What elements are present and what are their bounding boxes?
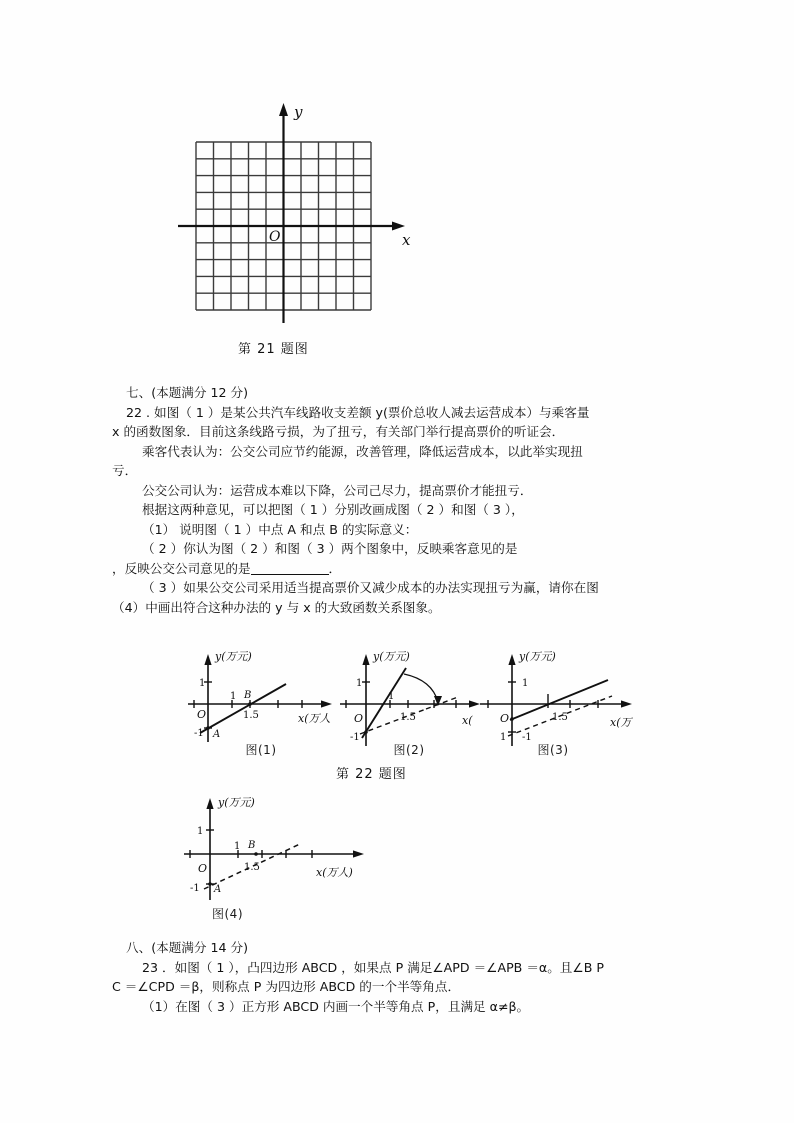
q22-part1: （1） 说明图（ 1 ）中点 A 和点 B 的实际意义： (142, 521, 418, 537)
graph-3 (478, 646, 632, 758)
g1-y-unit-label: y(万元) (215, 650, 252, 663)
graph-2 (334, 646, 484, 758)
g4-tick-one-y: 1 (197, 826, 204, 837)
q22-part3-b: （4）中画出符合这种办法的 y 与 x 的大致函数关系图象。 (112, 599, 441, 615)
g1-tick-one-y: 1 (199, 678, 206, 689)
q22-part2-b (112, 559, 716, 579)
g2-y-arrowhead (362, 654, 369, 665)
g2-x-unit-label: x( (462, 714, 473, 727)
q22-part2-period: ． (328, 560, 342, 576)
y-axis-label: y (294, 103, 303, 121)
g3-intercept-dot (510, 717, 514, 721)
q23-line-1: 23 ．如图（ 1 ），凸四边形 ABCD ，如果点 P 满足∠APD ＝∠APB ＝α。且∠B P (142, 959, 604, 975)
section-8-text (112, 938, 716, 1016)
g1-point-a-label: A (213, 729, 221, 740)
g3-origin-label: O (500, 712, 510, 725)
g1-point-a-dot (206, 726, 210, 730)
g1-tick-one-x: 1 (230, 691, 237, 702)
g3-tick-one-left: 1 (500, 732, 507, 743)
g4-point-b-label: B (248, 840, 256, 851)
x-axis-label: x (402, 231, 411, 249)
g2-rotated-line (362, 668, 406, 738)
g2-tick-one-y: 1 (356, 678, 363, 689)
g3-tick-x-onefive: 1.5 (552, 712, 568, 723)
graph-4[interactable] (182, 792, 382, 922)
figure-22-caption: 第 22 题图 (336, 767, 407, 782)
q22-part2-a (112, 539, 716, 559)
g4-point-a-dot (208, 882, 212, 886)
answer-blank-2[interactable] (251, 562, 329, 575)
g4-origin-label: O (198, 862, 208, 875)
g4-tick-one-x: 1 (234, 841, 241, 852)
g4-tick-x-onefive: 1.5 (244, 862, 260, 873)
g3-y-arrowhead (508, 654, 515, 665)
graph-1 (186, 646, 336, 758)
q22-line-1: 22 . 如图（ 1 ）是某公共汽车线路收支差额 y(票价总收人减去运营成本）与乘客量 (126, 404, 590, 420)
section-7-header: 七、(本题满分 12 分) (126, 385, 249, 400)
section-7-text (112, 383, 716, 617)
q22-part2-text-a: （ 2 ）你认为图（ 2 ）和图（ 3 ）两个图象中，反映乘客意见的是 (142, 541, 518, 556)
q22-line-3: 乘客代表认为：公交公司应节约能源，改善管理，降低运营成本，以此举实现扭 (142, 443, 583, 459)
g2-rotation-arc (404, 674, 438, 702)
g3-tick-one-y: 1 (522, 678, 529, 689)
g1-origin-label: O (197, 708, 207, 721)
g4-x-arrowhead (353, 850, 364, 857)
q22-line-2: x 的函数图象．目前这条线路亏损，为了扭亏，有关部门举行提高票价的听证会． (112, 424, 565, 439)
g1-tick-neg-one: -1 (194, 728, 204, 739)
y-axis-arrowhead (279, 103, 288, 116)
graph-3-label: 图(3) (537, 743, 569, 757)
g1-x-arrowhead (321, 700, 332, 707)
graph-1-label: 图(1) (245, 743, 277, 757)
g1-tick-x-onefive: 1.5 (243, 710, 259, 721)
g2-y-unit-label: y(万元) (373, 650, 410, 663)
g3-x-arrowhead (621, 700, 632, 707)
g1-point-b-dot (248, 702, 252, 706)
g2-tick-neg-one: -1 (350, 732, 360, 743)
g4-point-a-label: A (214, 884, 222, 895)
section-8-header: 八、(本题满分 14 分) (126, 940, 249, 955)
figure-21-coordinate-grid (150, 95, 430, 330)
g2-tick-x-onefive: 1.5 (400, 712, 416, 723)
graph-4-label: 图(4) (212, 907, 243, 921)
q23-part1: （1）在图（ 3 ）正方形 ABCD 内画一个半等角点 P，且满足 α≠β。 (142, 998, 530, 1014)
q23-line-2: C ＝∠CPD ＝β，则称点 P 为四边形 ABCD 的一个半等角点． (112, 979, 461, 994)
g1-point-b-label: B (244, 690, 252, 701)
figure-22-graph-row (186, 646, 646, 758)
g1-x-unit-label: x(万人 (298, 712, 331, 725)
g4-y-arrowhead (206, 798, 213, 809)
g2-origin-label: O (354, 712, 364, 725)
origin-label: O (269, 229, 281, 245)
figure-21-caption: 第 21 题图 (238, 342, 309, 357)
q22-part2-text-b: ，反映公交公司意见的是 (112, 560, 251, 576)
q22-part3-a: （ 3 ）如果公交公司采用适当提高票价又减少成本的办法实现扭亏为赢，请你在图 (142, 580, 599, 595)
q22-line-6: 根据这两种意见，可以把图（ 1 ）分别改画成图（ 2 ）和图（ 3 ）， (142, 502, 524, 517)
g4-tick-neg-one: -1 (190, 883, 200, 894)
g3-y-unit-label: y(万元) (519, 650, 556, 663)
g2-tick-one-x: 1 (388, 691, 395, 702)
g4-x-unit-label: x(万人) (316, 866, 353, 879)
q22-line-5: 公交公司认为：运营成本难以下降，公司己尽力，提高票价才能扭亏． (142, 482, 533, 498)
x-axis-arrowhead (392, 222, 405, 231)
g3-tick-neg-one: -1 (522, 732, 532, 743)
g3-x-unit-label: x(万 (610, 716, 632, 729)
g2-original-dashed-line (360, 709, 426, 734)
g4-y-unit-label: y(万元) (218, 796, 255, 809)
g1-y-arrowhead (204, 654, 211, 665)
g1-function-line (200, 684, 286, 733)
g4-point-b-dot (254, 852, 258, 856)
q22-line-4: 亏． (112, 463, 138, 478)
g2-original-dashed-line-ext (426, 697, 458, 709)
graph-2-label: 图(2) (393, 743, 425, 757)
g2-pivot-dot (364, 730, 368, 734)
